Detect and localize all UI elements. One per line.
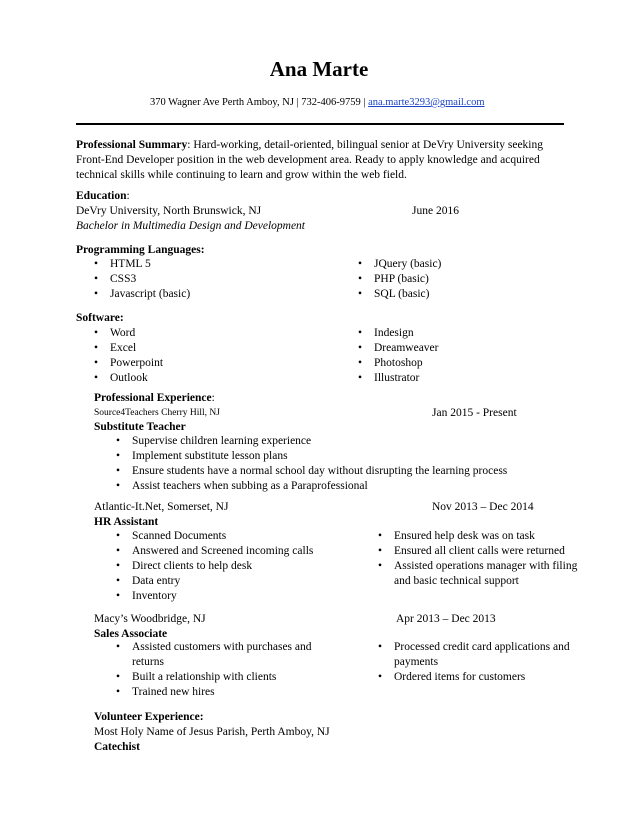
volunteer-role: Catechist: [94, 741, 140, 753]
list-item: • Assisted operations manager with filing and basic technical support: [372, 559, 582, 589]
job-dates: Apr 2013 – Dec 2013: [396, 613, 496, 625]
list-item: • Direct clients to help desk: [110, 559, 350, 574]
list-item: • Javascript (basic): [88, 287, 328, 302]
list-item: • Ensured all client calls were returned: [372, 544, 582, 559]
education-heading: Education: [76, 190, 127, 202]
summary-text-line-2: Front-End Developer position in the web development area. Ready to apply knowledge and acquired: [76, 154, 540, 166]
list-item: • Answered and Screened incoming calls: [110, 544, 350, 559]
list-item: • Indesign: [352, 326, 562, 341]
volunteer-org: Most Holy Name of Jesus Parish, Perth Amboy, NJ: [94, 726, 330, 738]
experience-heading: Professional Experience:: [94, 392, 215, 404]
job-duties-list-right: [372, 640, 582, 685]
education-degree: Bachelor in Multimedia Design and Development: [76, 220, 305, 232]
list-item: • Illustrator: [352, 371, 562, 386]
list-item: • Assist teachers when subbing as a Paraprofessional: [110, 479, 570, 494]
list-item: • Implement substitute lesson plans: [110, 449, 570, 464]
job-employer: Source4Teachers Cherry Hill, NJ: [94, 408, 220, 418]
list-item: • PHP (basic): [352, 272, 562, 287]
list-item: • Ordered items for customers: [372, 670, 582, 685]
list-item: • Processed credit card applications and payments: [372, 640, 582, 670]
list-item: • Ensured help desk was on task: [372, 529, 582, 544]
education-school: DeVry University, North Brunswick, NJ: [76, 205, 262, 217]
job-employer: Macy’s Woodbridge, NJ: [94, 613, 206, 625]
list-item: • Word: [88, 326, 328, 341]
list-item: • SQL (basic): [352, 287, 562, 302]
software-list-right: [352, 326, 562, 386]
list-item: • Supervise children learning experience: [110, 434, 570, 449]
list-item: • Ensure students have a normal school day without disrupting the learning process: [110, 464, 570, 479]
contact-line: [150, 95, 485, 110]
list-item: • Excel: [88, 341, 328, 356]
header-divider: [76, 123, 564, 125]
programming-list-left: [88, 257, 328, 302]
email-link[interactable]: ana.marte3293@gmail.com: [368, 97, 485, 108]
job-duties-list-left: [110, 529, 350, 604]
list-item: • Data entry: [110, 574, 350, 589]
job-dates: Jan 2015 - Present: [432, 407, 517, 419]
resume-name: Ana Marte: [269, 57, 369, 81]
list-item: • Powerpoint: [88, 356, 328, 371]
list-item: • Built a relationship with clients: [110, 670, 330, 685]
programming-heading: Programming Languages:: [76, 244, 205, 256]
summary-label: Professional Summary: [76, 139, 188, 151]
summary-text-line-3: technical skills while continuing to learn and grow within the web field.: [76, 169, 407, 181]
list-item: • Outlook: [88, 371, 328, 386]
job-dates: Nov 2013 – Dec 2014: [432, 501, 534, 513]
job-title: Sales Associate: [94, 628, 168, 640]
summary-text-line-1: : Hard-working, detail-oriented, bilingual senior at DeVry University seeking: [187, 139, 543, 151]
job-duties-list-right: [372, 529, 582, 589]
volunteer-heading: Volunteer Experience:: [94, 711, 204, 723]
education-date: June 2016: [412, 205, 459, 217]
volunteer-section: [94, 710, 564, 755]
summary-section: [76, 138, 566, 183]
list-item: • CSS3: [88, 272, 328, 287]
job-title: HR Assistant: [94, 516, 159, 528]
software-heading: Software:: [76, 312, 124, 324]
list-item: • HTML 5: [88, 257, 328, 272]
contact-info: 370 Wagner Ave Perth Amboy, NJ | 732-406-9759 |: [150, 97, 366, 108]
list-item: • Scanned Documents: [110, 529, 350, 544]
job-title: Substitute Teacher: [94, 421, 186, 433]
list-item: • JQuery (basic): [352, 257, 562, 272]
programming-list-right: [352, 257, 562, 302]
job-duties-list-left: [110, 640, 330, 700]
list-item: • Inventory: [110, 589, 350, 604]
job-employer: Atlantic-It.Net, Somerset, NJ: [94, 501, 229, 513]
education-section: Education: DeVry University, North Brunswick, NJ June 2016 Bachelor in Multimedia Design and Development: [76, 189, 566, 234]
list-item: • Trained new hires: [110, 685, 330, 700]
list-item: • Photoshop: [352, 356, 562, 371]
job-duties-list: [110, 434, 570, 494]
list-item: • Assisted customers with purchases and returns: [110, 640, 330, 670]
list-item: • Dreamweaver: [352, 341, 562, 356]
software-list-left: [88, 326, 328, 386]
